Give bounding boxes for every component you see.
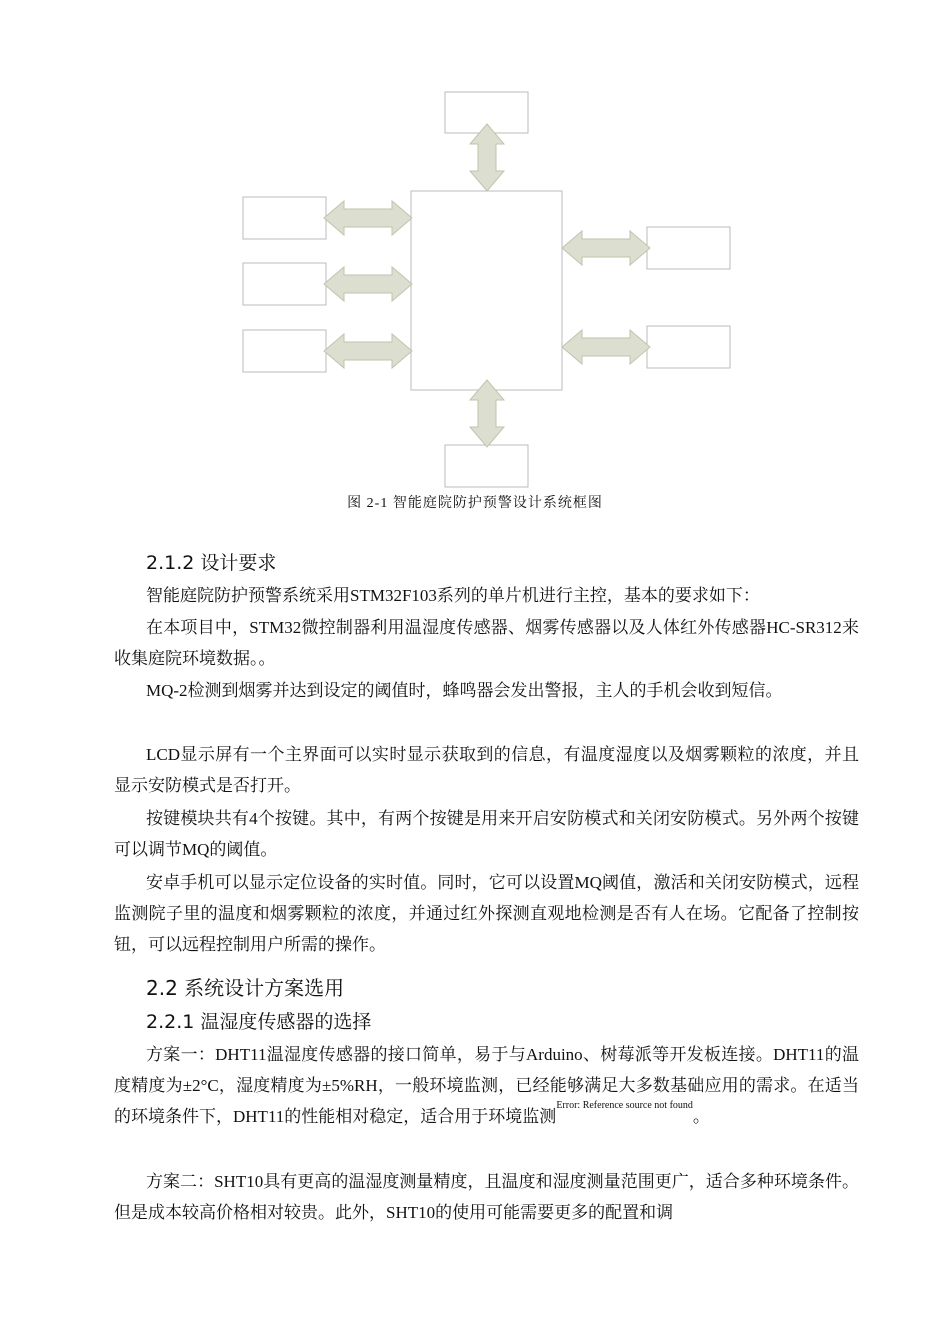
paragraph: 在本项目中，STM32微控制器利用温湿度传感器、烟雾传感器以及人体红外传感器HC-SR312来收集庭院环境数据。。 [114,618,859,668]
right-module-box-2 [647,326,730,368]
section-heading-2-2-1: 2.2.1 温湿度传感器的选择 [146,1011,372,1033]
paragraph-end: 。 [692,1107,710,1126]
paragraph: 智能庭院防护预警系统采用STM32F103系列的单片机进行主控，基本的要求如下： [146,586,760,605]
left-module-box-3 [243,330,326,372]
section-heading-2-2: 2.2 系统设计方案选用 [146,976,345,1000]
paragraph-scheme-2: 方案二：SHT10具有更高的温湿度测量精度，且温度和湿度测量范围更广，适合多种环境条件。但是成本较高价格相对较贵。此外，SHT10的使用可能需要更多的配置和调 [114,1172,859,1222]
left-module-box-1 [243,197,326,239]
bottom-module-box [445,445,528,487]
arrow-right-2 [562,330,650,364]
paragraph: LCD显示屏有一个主界面可以实时显示获取到的信息，有温度湿度以及烟雾颗粒的浓度，并且显示安防模式是否打开。 [114,745,859,795]
reference-error: Error: Reference source not found [556,1100,693,1111]
arrow-left-3 [324,334,412,368]
paragraph: 安卓手机可以显示定位设备的实时值。同时，它可以设置MQ阈值，激活和关闭安防模式，远程监测院子里的温度和烟雾颗粒的浓度，并通过红外探测直观地检测是否有人在场。它配备了控制按钮，可以远程控制用户所需的操作。 [114,873,859,954]
paragraph-text: 方案一：DHT11温湿度传感器的接口简单，易于与Arduino、树莓派等开发板连接。DHT11的温度精度为±2°C，湿度精度为±5%RH，一般环境监测，已经能够满足大多数基础应用的需求。在适当的环境条件下，DHT11的性能相对稳定，适合用于环境监测 [114,1045,859,1126]
arrow-left-2 [324,267,412,301]
system-block-diagram [0,0,950,490]
arrow-right-1 [562,231,650,265]
right-module-box-1 [647,227,730,269]
paragraph: MQ-2检测到烟雾并达到设定的阈值时，蜂鸣器会发出警报，主人的手机会收到短信。 [146,681,783,700]
paragraph: 按键模块共有4个按键。其中，有两个按键是用来开启安防模式和关闭安防模式。另外两个按键可以调节MQ的阈值。 [114,809,859,859]
mcu-box [411,191,562,390]
arrow-top [470,124,504,191]
arrow-left-1 [324,201,412,235]
section-heading-2-1-2: 2.1.2 设计要求 [146,552,277,574]
left-module-box-2 [243,263,326,305]
figure-caption: 图 2-1 智能庭院防护预警设计系统框图 [347,496,603,511]
paragraph-scheme-1 [114,1039,859,1132]
